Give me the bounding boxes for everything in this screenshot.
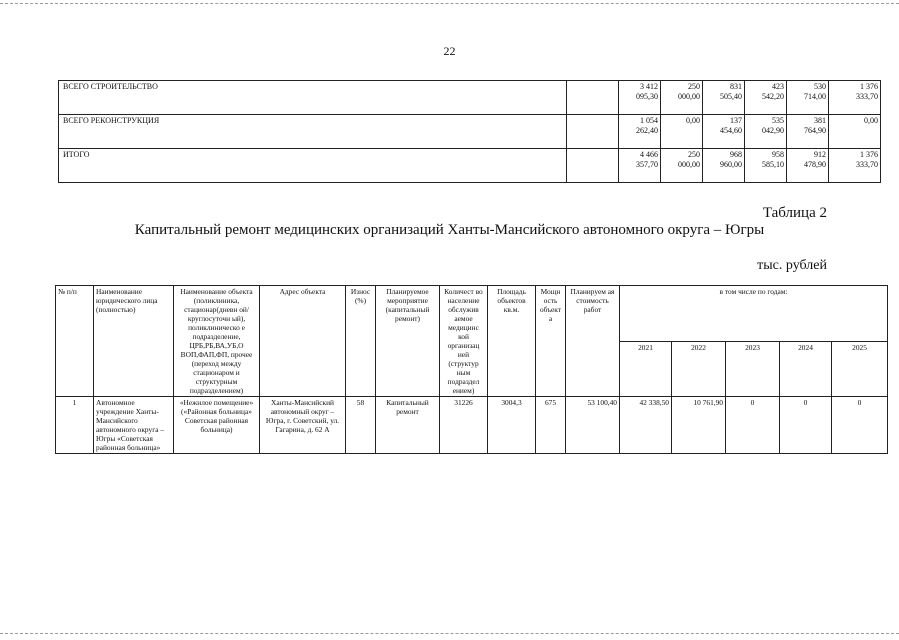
cell-year-2021: 42 338,50 — [620, 397, 672, 454]
header-object-name: Наименование объекта (поликлиника, стационар(дневн ой/круглосуточн ый), поликлиническо е подразделение, ЦРБ,РБ,ВА,УБ,О ВОП,ФАП,ФП, прочее (переход между стационаром и структурным подразделением) — [174, 286, 260, 397]
totals-value: 250 000,00 — [661, 149, 703, 183]
cell-population: 31226 — [440, 397, 488, 454]
header-wear: Износ (%) — [346, 286, 376, 397]
totals-row — [59, 149, 881, 183]
header-planned-cost: Планируем ая стоимость работ — [566, 286, 620, 397]
header-years-group: в том числе по годам: — [620, 286, 888, 342]
totals-empty-cell — [567, 115, 619, 149]
totals-value: 912 478,90 — [787, 149, 829, 183]
header-year-2025: 2025 — [832, 341, 888, 397]
table-row — [56, 397, 888, 454]
table-label: Таблица 2 — [762, 205, 827, 221]
totals-value: 381 764,90 — [787, 115, 829, 149]
totals-value: 1 376 333,70 — [829, 149, 881, 183]
scan-edge-top — [0, 3, 899, 4]
totals-value: 4 466 357,70 — [619, 149, 661, 183]
totals-empty-cell — [567, 149, 619, 183]
cell-year-2025: 0 — [832, 397, 888, 454]
totals-value: 535 042,90 — [745, 115, 787, 149]
cell-planned-measure: Капитальный ремонт — [376, 397, 440, 454]
totals-row — [59, 81, 881, 115]
totals-label: ВСЕГО СТРОИТЕЛЬСТВО — [59, 81, 567, 115]
cell-address: Ханты-Мансийский автономный округ – Югра, г. Советский, ул. Гагарина, д. 62 А — [260, 397, 346, 454]
totals-value: 3 412 095,30 — [619, 81, 661, 115]
cell-year-2023: 0 — [726, 397, 780, 454]
table-title: Капитальный ремонт медицинских организаций Ханты-Мансийского автономного округа – Югры — [134, 222, 765, 238]
totals-value: 0,00 — [661, 115, 703, 149]
cell-wear: 58 — [346, 397, 376, 454]
capital-repair-table — [55, 285, 888, 454]
totals-value: 0,00 — [829, 115, 881, 149]
cell-area: 3004,3 — [488, 397, 536, 454]
totals-value: 831 505,40 — [703, 81, 745, 115]
cell-object-name: «Нежилое помещение» («Районная больница» Советская районная больница) — [174, 397, 260, 454]
totals-value: 423 542,20 — [745, 81, 787, 115]
page-number: 22 — [443, 44, 456, 58]
totals-label: ВСЕГО РЕКОНСТРУКЦИЯ — [59, 115, 567, 149]
totals-value: 137 454,60 — [703, 115, 745, 149]
header-area: Площадь объектов кв.м. — [488, 286, 536, 397]
totals-empty-cell — [567, 81, 619, 115]
units-label: тыс. рублей — [757, 258, 827, 273]
totals-label: ИТОГО — [59, 149, 567, 183]
cell-year-2024: 0 — [780, 397, 832, 454]
totals-table — [58, 80, 881, 183]
cell-capacity: 675 — [536, 397, 566, 454]
cell-num: 1 — [56, 397, 94, 454]
totals-row — [59, 115, 881, 149]
totals-value: 1 376 333,70 — [829, 81, 881, 115]
cell-planned-cost: 53 100,40 — [566, 397, 620, 454]
header-capacity: Мощн ость объект а — [536, 286, 566, 397]
header-year-2024: 2024 — [780, 341, 832, 397]
header-year-2022: 2022 — [672, 341, 726, 397]
header-planned-measure: Планируемое мероприятие (капитальный ремонт) — [376, 286, 440, 397]
header-legal-entity: Наименование юридического лица (полностью) — [94, 286, 174, 397]
totals-value: 968 960,00 — [703, 149, 745, 183]
totals-value: 1 054 262,40 — [619, 115, 661, 149]
cell-legal-entity: Автономное учреждение Ханты-Мансийского автономного округа – Югры «Советская районная больница» — [94, 397, 174, 454]
header-year-2021: 2021 — [620, 341, 672, 397]
totals-value: 250 000,00 — [661, 81, 703, 115]
totals-value: 958 585,10 — [745, 149, 787, 183]
header-population: Количест во население обслужив аемое медицинс кой организац ией (структур ным подраздел ением) — [440, 286, 488, 397]
header-year-2023: 2023 — [726, 341, 780, 397]
totals-value: 530 714,00 — [787, 81, 829, 115]
scan-edge-bottom — [0, 633, 899, 634]
header-address: Адрес объекта — [260, 286, 346, 397]
header-num: № п/п — [56, 286, 94, 397]
cell-year-2022: 10 761,90 — [672, 397, 726, 454]
